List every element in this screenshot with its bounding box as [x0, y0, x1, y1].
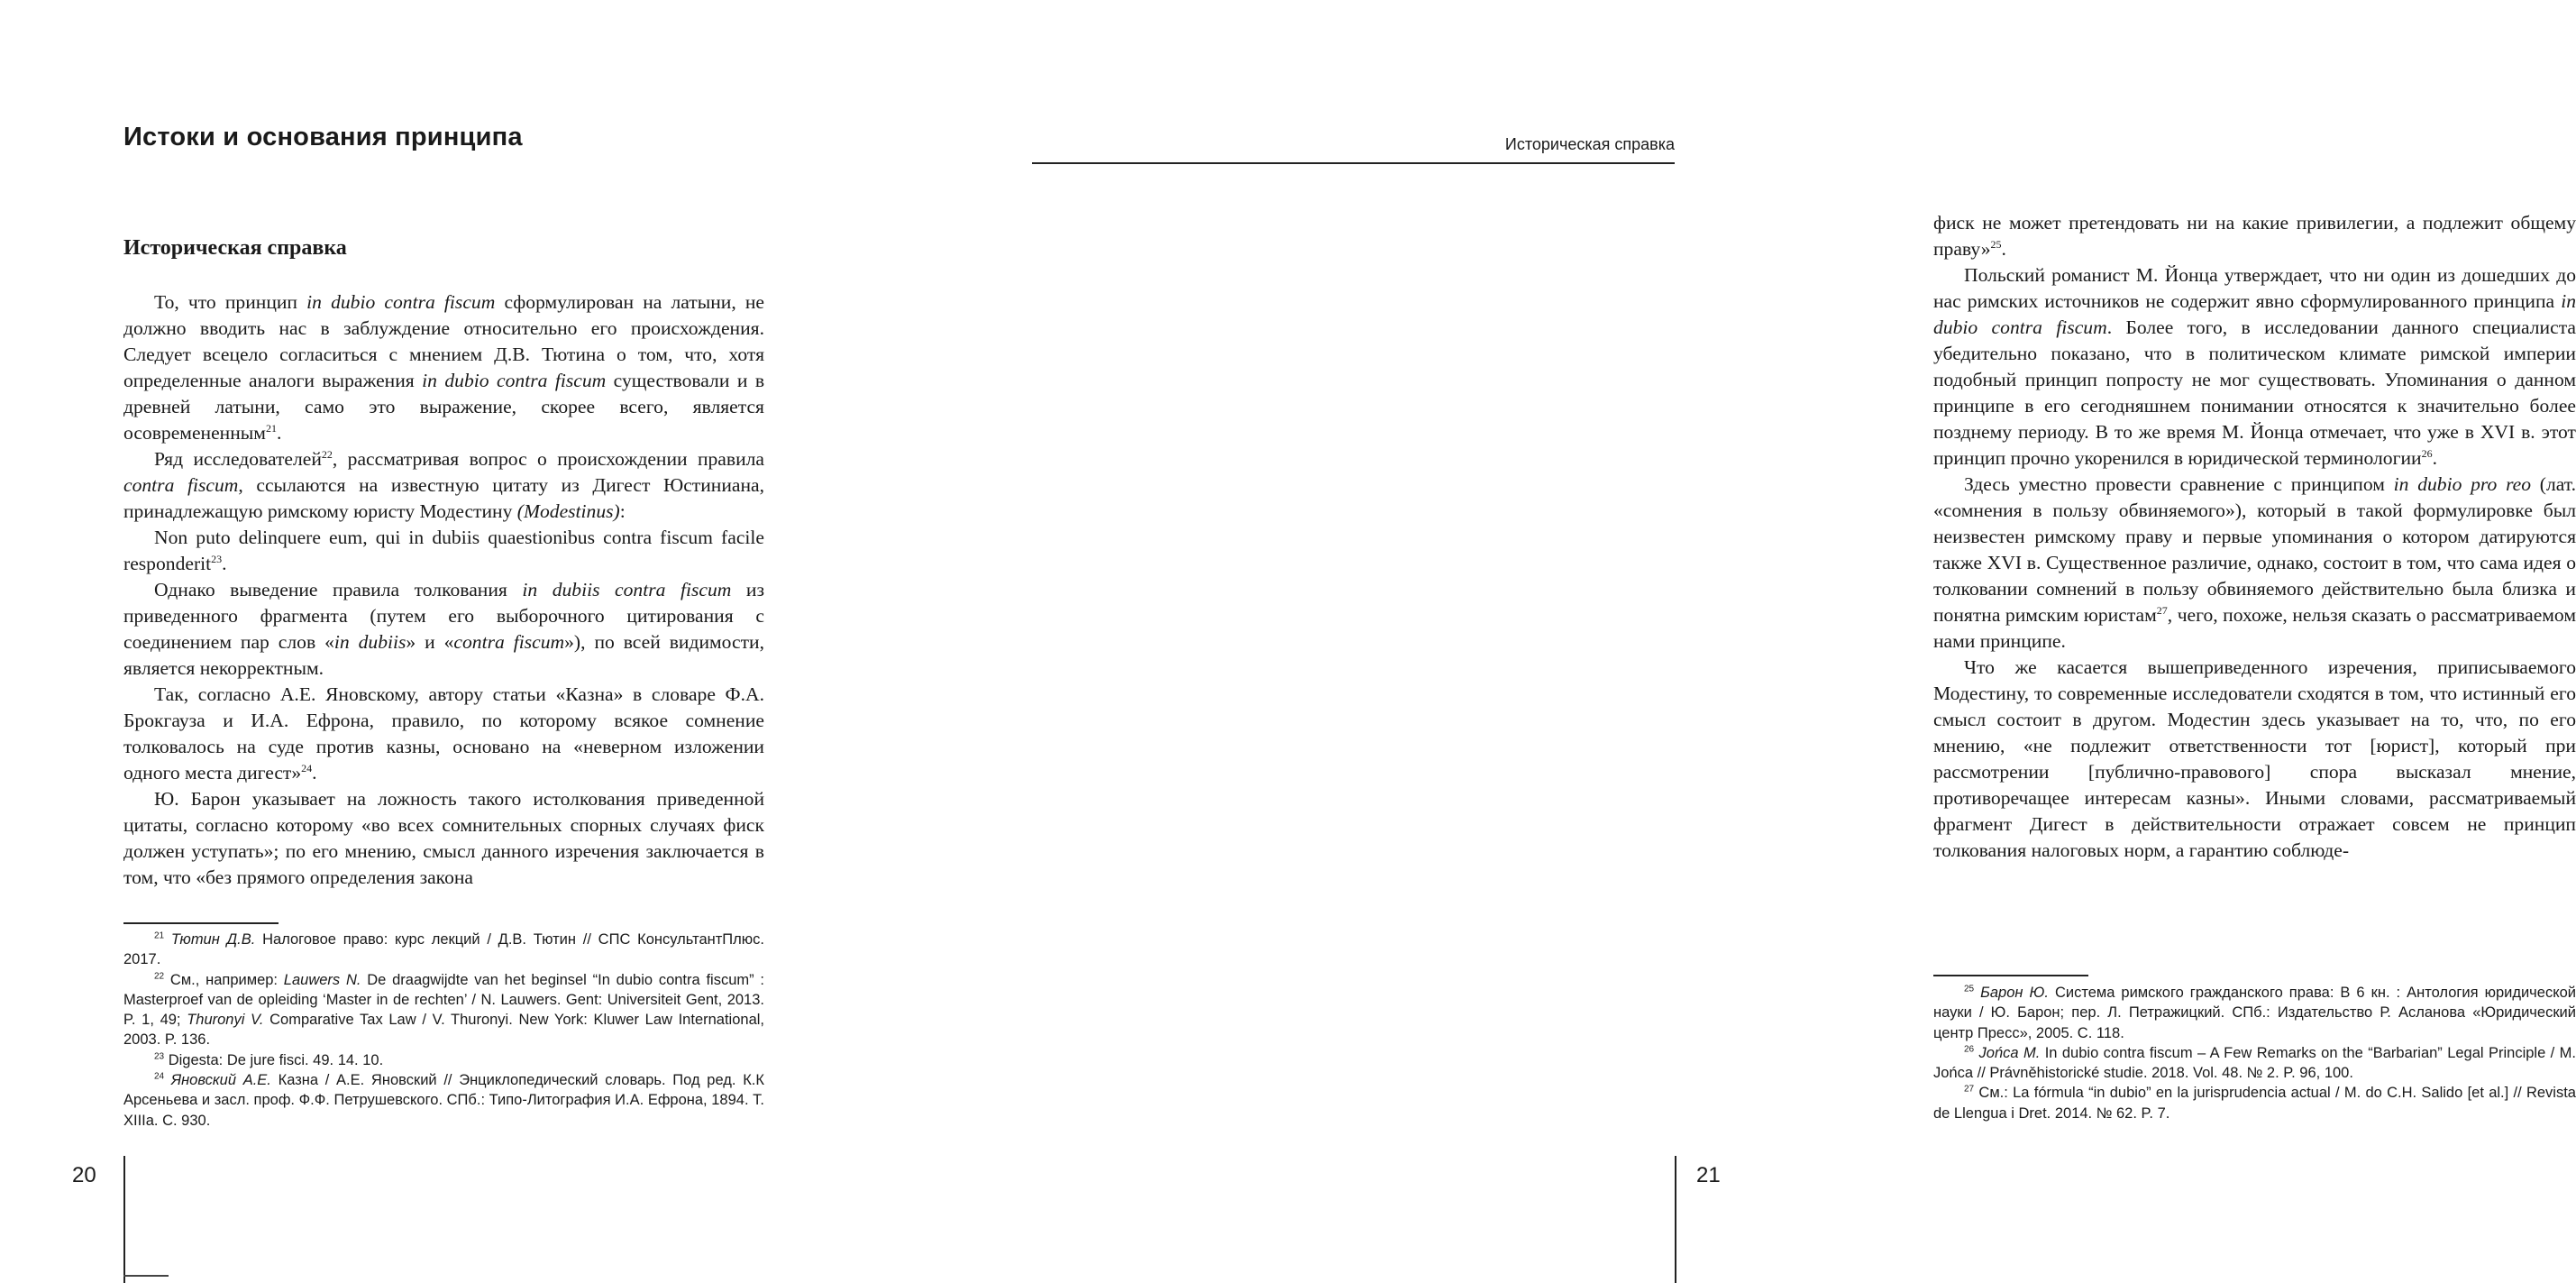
footnote-ref: 23 — [211, 552, 223, 565]
italic-term: (Modestinus) — [516, 500, 620, 522]
bottom-rule — [123, 1275, 169, 1277]
footnote-ref: 27 — [1964, 1084, 1975, 1095]
italic-term: in dubio contra fiscum — [306, 291, 496, 313]
footnote: $^{24}$ Яновский А.Е. Казна / А.Е. Яновский // Энциклопедический словарь. Под ред. К.К Арсеньева и засл. проф. Ф.Ф. Петрушевского. СПб.: Типо-Литография И.А. Ефрона, 1894. Т. XIIIa. С. 930. — [123, 1071, 764, 1129]
chapter-title: Истоки и основания принципа — [123, 123, 523, 151]
italic-term: Thuronyi V. — [187, 1012, 264, 1029]
footnote-ref: 25 — [1964, 984, 1975, 994]
paragraph: Что же касается вышеприведенного изречения, приписываемого Модестину, то современные исследователи сходятся в том, что истинный его смысл состоит в другом. Модестин здесь указывает на то, что, по его мнению, «не подлежит ответственности тот [юрист], который при рассмотрении [публично-правового] спора высказал мнение, противоречащее интересам казны». Иными словами, рассматриваемый фрагмент Дигест в действительности отражает совсем не принцип толкования налоговых норм, а гарантию соблюде- — [1933, 656, 2576, 861]
footnote-ref: 25 — [1990, 237, 2002, 251]
footnote: $^{23}$ Digesta: De jure fisci. 49. 14. 10. — [154, 1051, 384, 1068]
italic-term: Lauwers N. — [283, 971, 361, 988]
running-head-rule — [1032, 162, 1675, 164]
italic-term: contra fiscum — [453, 631, 565, 653]
section-title: Историческая справка — [123, 236, 347, 260]
paragraph: Так, согласно А.Е. Яновскому, автору статьи «Казна» в словаре Ф.А. Брокгауза и И.А. Ефрона, правило, по которому всякое сомнение толковалось на суде против казны, основано на «неверном изложении одного места дигест»$^{24}$. — [123, 683, 764, 784]
paragraph: фиск не может претендовать ни на какие привилегии, а подлежит общему праву»$^{25}$. — [1933, 212, 2576, 260]
footnote: $^{26}$ Jońca M. In dubio contra fiscum – A Few Remarks on the “Barbarian” Legal Principle / M. Jońca // Právněhistorické studie. 2018. Vol. 48. № 2. P. 96, 100. — [1933, 1044, 2576, 1082]
footnote-ref: 23 — [154, 1051, 165, 1062]
footnote-ref: 26 — [2421, 446, 2433, 460]
footnote-ref: 27 — [2156, 603, 2168, 617]
paragraph: Ряд исследователей$^{22}$, рассматривая вопрос о происхождении правила contra fiscum, ссылаются на известную цитату из Дигест Юстиниана, принадлежащую римскому юристу Модестину (Modestinus): — [123, 447, 764, 522]
footnote: $^{27}$ См.: La fórmula “in dubio” en la jurisprudencia actual / M. do C.H. Salido [et al.] // Revista de Llengua i Dret. 2014. № 62. P. 7. — [1933, 1084, 2576, 1122]
footnote-ref: 24 — [301, 761, 313, 774]
italic-term: in dubiis contra fiscum — [522, 579, 732, 600]
paragraph: Однако выведение правила толкования in dubiis contra fiscum из приведенного фрагмента (путем его выборочного цитирования с соединением пар слов «in dubiis» и «contra fiscum»), по всей видимости, является некорректным. — [123, 579, 764, 679]
italic-term: Тютин Д.В. — [170, 931, 256, 948]
italic-term: Яновский А.Е. — [170, 1072, 271, 1089]
italic-term: contra fiscum — [123, 474, 239, 496]
page-number: 20 — [72, 1163, 96, 1187]
left-footnotes — [123, 930, 764, 1131]
italic-term: Барон Ю. — [1980, 985, 2049, 1001]
italic-term: in dubio contra fiscum — [1933, 290, 2576, 338]
paragraph: Здесь уместно провести сравнение с принципом in dubio pro reo (лат. «сомнения в пользу обвиняемого»), который в такой формулировке был неизвестен римскому праву и первые упоминания о котором датируются также XVI в. Существенное различие, однако, состоит в том, что сама идея о толковании сомнений в пользу обвиняемого действительно была близка и понятна римским юристам$^{27}$, чего, похоже, нельзя сказать о рассматриваемом нами принципе. — [1933, 473, 2576, 652]
right-body-text — [1933, 210, 2576, 864]
footnote-ref: 21 — [265, 421, 277, 435]
running-head: Историческая справка — [1504, 135, 1675, 153]
left-page — [0, 0, 901, 1283]
footnote-ref: 22 — [321, 447, 333, 461]
paragraph: Ю. Барон указывает на ложность такого истолкования приведенной цитаты, согласно которому «во всех сомнительных спорных случаях фиск должен уступать»; по его мнению, смысл данного изречения заключается в том, что «без прямого определения закона — [123, 788, 764, 888]
footnote-ref: 24 — [154, 1071, 165, 1082]
footnote-separator — [1933, 975, 2088, 976]
italic-term: in dubiis — [333, 631, 406, 653]
footnote-ref: 22 — [154, 971, 165, 982]
margin-rule — [123, 1156, 125, 1283]
footnote: $^{25}$ Барон Ю. Система римского гражданского права: В 6 кн. : Антология юридической науки / Ю. Барон; пер. Л. Петражицкий. СПб.: Издательство Р. Асланова «Юридический центр Пресс», 2005. С. 118. — [1933, 984, 2576, 1041]
footnote-ref: 26 — [1964, 1044, 1975, 1055]
footnote: $^{22}$ См., например: Lauwers N. De draagwijdte van het beginsel “In dubio contra fiscum” : Masterproef van de opleiding ‘Master in de rechten’ / N. Lauwers. Gent: Universiteit Gent, 2013. P. 1, 49; Thuronyi V. Comparative Tax Law / V. Thuronyi. New York: Kluwer Law International, 2003. P. 136. — [123, 971, 764, 1049]
margin-rule — [1675, 1156, 1676, 1283]
page-number: 21 — [1696, 1163, 1721, 1187]
footnote: $^{21}$ Тютин Д.В. Налоговое право: курс лекций / Д.В. Тютин // СПС КонсультантПлюс. 2017. — [123, 930, 764, 968]
footnote-ref: 21 — [154, 930, 165, 941]
italic-term: in dubio contra fiscum — [422, 370, 607, 391]
italic-term: Jońca M. — [1978, 1044, 2041, 1061]
paragraph: Non puto delinquere eum, qui in dubiis quaestionibus contra fiscum facile responderit$^{23}$. — [123, 527, 764, 574]
left-body-text — [123, 289, 764, 891]
paragraph: То, что принцип in dubio contra fiscum сформулирован на латыни, не должно вводить нас в заблуждение относительно его происхождения. Следует всецело согласиться с мнением Д.В. Тютина о том, что, хотя определенные аналоги выражения in dubio contra fiscum существовали и в древней латыни, само это выражение, скорее всего, является осовремененным$^{21}$. — [123, 291, 765, 444]
right-footnotes — [1933, 983, 2576, 1123]
footnote-separator — [123, 922, 279, 924]
right-page — [901, 0, 2576, 1283]
paragraph: Польский романист М. Йонца утверждает, что ни один из дошедших до нас римских источников не содержит явно сформулированного принципа in dubio contra fiscum. Более того, в исследовании данного специалиста убедительно показано, что в политическом климате римской империи подобный принцип попросту не мог существовать. Упоминания о данном принципе в его сегодняшнем понимании относятся к значительно более позднему периоду. В то же время М. Йонца отмечает, что уже в XVI в. этот принцип прочно укоренился в юридической терминологии$^{26}$. — [1933, 264, 2576, 469]
italic-term: in dubio pro reo — [2393, 473, 2532, 495]
